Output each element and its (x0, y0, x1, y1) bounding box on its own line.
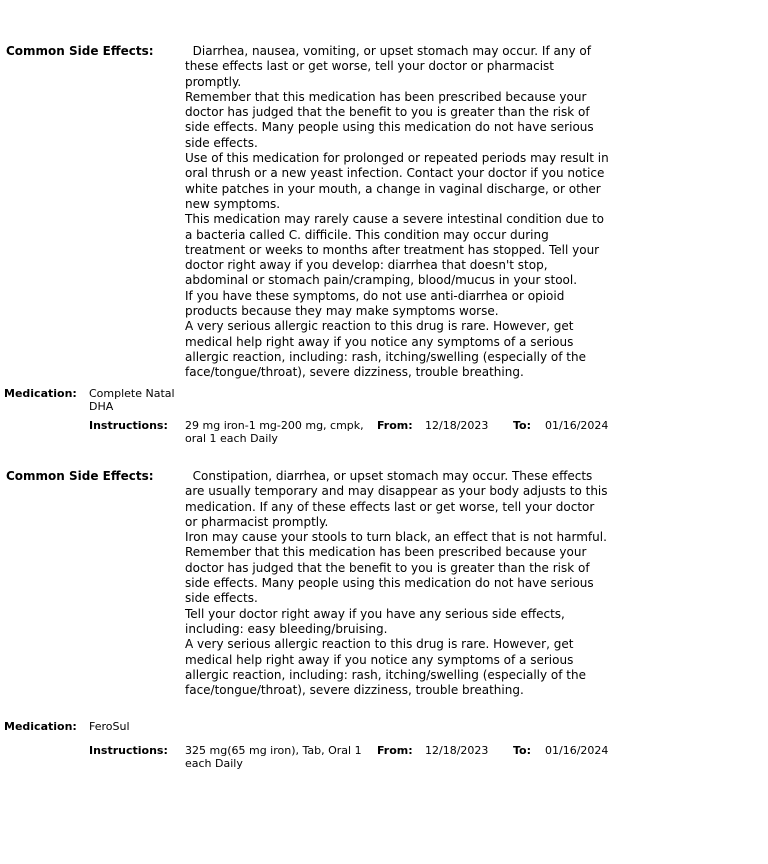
medication-label: Medication: (4, 720, 77, 733)
side-effects-paragraph: This medication may rarely cause a severe intestinal condition due to a bacteria called C. difficile. This condition may occur during treatment or weeks to months after treatment has stopped. Tell your doctor right away if you develop: diarrhea that doesn't stop, abdominal or stomach pain/cramping, blood/mucus in your stool. (185, 212, 605, 288)
instructions-text: 325 mg(65 mg iron), Tab, Oral 1 each Daily (185, 744, 362, 770)
side-effects-paragraph: Use of this medication for prolonged or repeated periods may result in oral thrush or a new yeast infection. Contact your doctor if you notice white patches in your mouth, a change in vaginal discharge, or other new symptoms. (185, 151, 609, 211)
side-effects-paragraph: Iron may cause your stools to turn black, an effect that is not harmful. (185, 530, 607, 545)
side-effects-paragraph: Remember that this medication has been prescribed because your doctor has judged that the benefit to you is greater than the risk of side effects. Many people using this medication do not have serious side effects. (185, 89, 594, 150)
side-effects-paragraph: If you have these symptoms, do not use anti-diarrhea or opioid products because they may make symptoms worse. (185, 288, 565, 319)
instructions-label: Instructions: (89, 744, 168, 757)
to-date: 01/16/2024 (545, 744, 609, 757)
side-effects-paragraph: Remember that this medication has been prescribed because your doctor has judged that the benefit to you is greater than the risk of side effects. Many people using this medication do not have serious side effects. (185, 545, 594, 606)
side-effects-label: Common Side Effects: (6, 469, 154, 483)
side-effects-paragraph: A very serious allergic reaction to this drug is rare. However, get medical help right away if you notice any symptoms of a serious allergic reaction, including: rash, itching/swelling (especially of the face/tongue/throat), severe dizziness, trouble breathing. (185, 637, 586, 698)
instructions-label: Instructions: (89, 419, 168, 432)
from-date: 12/18/2023 (425, 419, 489, 432)
side-effects-paragraph: Constipation, diarrhea, or upset stomach may occur. These effects are usually temporary and may disappear as your body adjusts to this medication. If any of these effects last or get worse, tell your doctor or pharmacist promptly. (185, 469, 608, 529)
side-effects-paragraph: Diarrhea, nausea, vomiting, or upset stomach may occur. If any of these effects last or get worse, tell your doctor or pharmacist promptly. (185, 44, 591, 89)
from-label: From: (377, 744, 413, 757)
medication-name: Complete Natal DHA (89, 387, 175, 413)
medication-label: Medication: (4, 387, 77, 400)
to-label: To: (513, 419, 531, 432)
medication-name: FeroSul (89, 720, 130, 733)
side-effects-label: Common Side Effects: (6, 44, 154, 58)
side-effects-text (185, 469, 610, 698)
from-label: From: (377, 419, 413, 432)
side-effects-paragraph: Tell your doctor right away if you have any serious side effects, including: easy bleeding/bruising. (185, 606, 565, 636)
side-effects-text (185, 44, 610, 381)
to-label: To: (513, 744, 531, 757)
from-date: 12/18/2023 (425, 744, 489, 757)
side-effects-paragraph: A very serious allergic reaction to this drug is rare. However, get medical help right away if you notice any symptoms of a serious allergic reaction, including: rash, itching/swelling (especially of the face/tongue/throat), severe dizziness, trouble breathing. (185, 319, 586, 380)
to-date: 01/16/2024 (545, 419, 609, 432)
instructions-text: 29 mg iron-1 mg-200 mg, cmpk, oral 1 each Daily (185, 419, 364, 445)
